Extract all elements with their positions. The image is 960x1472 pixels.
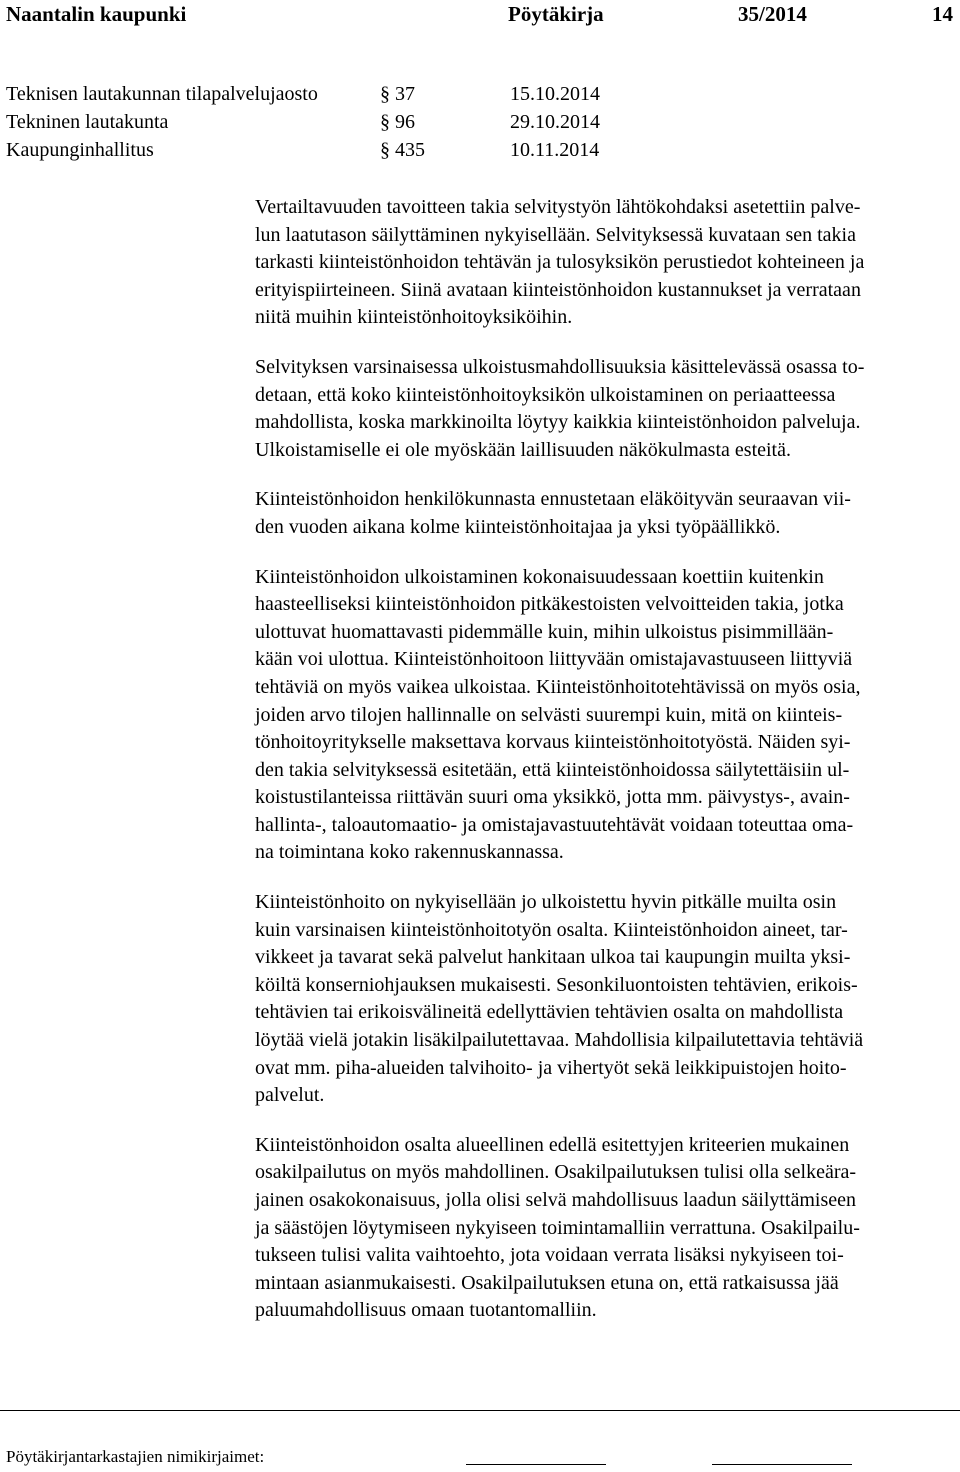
agenda-row — [6, 80, 706, 108]
agenda-date: 10.11.2014 — [510, 139, 600, 161]
agenda-body: Teknisen lautakunnan tilapalvelujaosto — [6, 83, 318, 105]
agenda-body: Tekninen lautakunta — [6, 111, 169, 133]
paragraph: Kiinteistönhoidon osalta alueellinen edellä esitettyjen kriteerien mukainen osakilpailutus on myös mahdollinen. Osakilpailutuksen tulisi olla selkeära- jainen osakokonaisuus, jolla olisi selvä mahdollisuus laadun säilyttämiseen ja säästöjen löytymiseen nykyiseen toimintamalliin verrattuna. Osakilpailu- tukseen tulisi valita vaihtoehto, jota voidaan verrata lisäksi nykyiseen toi- mintaan asianmukaisesti. Osakilpailutuksen etuna on, että ratkaisussa jää paluumahdollisuus omaan tuotantomalliin. — [255, 1133, 860, 1322]
paragraph: Kiinteistönhoito on nykyisellään jo ulkoistettu hyvin pitkälle muilta osin kuin varsinaisen kiinteistönhoitotyön osalta. Kiinteistönhoidon aineet, tar- vikkeet ja tavarat sekä palvelut hankitaan ulkoa tai kaupungin muilta yksi- köiltä konserniohjauksen mukaisesti. Sesonkiluontoisten tehtävien, erikois- tehtävien tai erikoisvälineitä edellyttävien tehtävien osalta on mahdollista löytää vielä jotakin lisäkilpailutettavaa. Mahdollisia kilpailutettavia tehtäviä ovat mm. piha-alueiden talvihoito- ja vihertyöt sekä leikkipuistojen hoito- palvelut. — [255, 891, 864, 1107]
agenda-table — [6, 80, 706, 164]
agenda-row — [6, 108, 706, 136]
signature-line — [712, 1464, 852, 1465]
paragraph: Vertailtavuuden tavoitteen takia selvitystyön lähtökohdaksi asetettiin palve- lun laatutason säilyttäminen nykyisellään. Selvityksessä kuvataan sen takia tarkasti kiinteistönhoidon tehtävän ja tulosyksikön perustiedot kohteineen ja erityispiirteineen. Siinä avataan kiinteistönhoidon kustannukset ja verrataan niitä muihin kiinteistönhoitoyksiköihin. — [255, 196, 865, 329]
paragraph: Kiinteistönhoidon henkilökunnasta ennustetaan eläköityvän seuraavan vii- den vuoden aikana kolme kiinteistönhoitajaa ja yksi työpäällikkö. — [255, 488, 851, 538]
signature-line — [466, 1464, 606, 1465]
paragraph: Kiinteistönhoidon ulkoistaminen kokonaisuudessaan koettiin kuitenkin haasteelliseksi kiinteistönhoidon pitkäkestoisten velvoitteiden takia, jotka ulottuvat huomattavasti pidemmälle kuin, mihin ulkoistus pisimmillään- kään voi ulottua. Kiinteistönhoitoon liittyvään omistajavastuuseen liittyviä tehtäviä on myös vaikea ulkoistaa. Kiinteistönhoitotehtävissä on myös osia, joiden arvo tilojen hallinnalle on selvästi suurempi kuin, mitä on kiinteis- tönhoitoyritykselle maksettava korvaus kiinteistönhoitotyöstä. Näiden syi- den takia selvityksessä esitetään, että kiinteistönhoidossa säilytettäisiin ul- koistustilanteissa riittävän suuri oma yksikkö, jotta mm. päivystys-, avain- hallinta-, taloautomaatio- ja omistajavastuutehtävät voidaan toteuttaa oma- na toimintana koko rakennuskannassa. — [255, 565, 861, 864]
page-number: 14 — [932, 2, 953, 26]
document-type: Pöytäkirja — [508, 2, 604, 26]
agenda-date: 29.10.2014 — [510, 111, 600, 133]
paragraph: Selvityksen varsinaisessa ulkoistusmahdollisuuksia käsittelevässä osassa to- detaan, että koko kiinteistönhoitoyksikön ulkoistaminen on periaatteessa mahdollista, koska markkinoilta löytyy kaikkia kiinteistönhoidon palveluja. Ulkoistamiselle ei ole myöskään laillisuuden näkökulmasta esteitä. — [255, 355, 865, 461]
footer-divider — [0, 1410, 960, 1411]
agenda-section: § 435 — [380, 139, 425, 161]
agenda-row — [6, 136, 706, 164]
organization-name: Naantalin kaupunki — [6, 2, 187, 26]
agenda-date: 15.10.2014 — [510, 83, 600, 105]
agenda-body: Kaupunginhallitus — [6, 139, 154, 161]
signatures-label: Pöytäkirjantarkastajien nimikirjaimet: — [6, 1447, 265, 1466]
agenda-section: § 96 — [380, 111, 415, 133]
minutes-body — [255, 194, 960, 1325]
document-number: 35/2014 — [738, 2, 807, 26]
agenda-section: § 37 — [380, 83, 415, 105]
